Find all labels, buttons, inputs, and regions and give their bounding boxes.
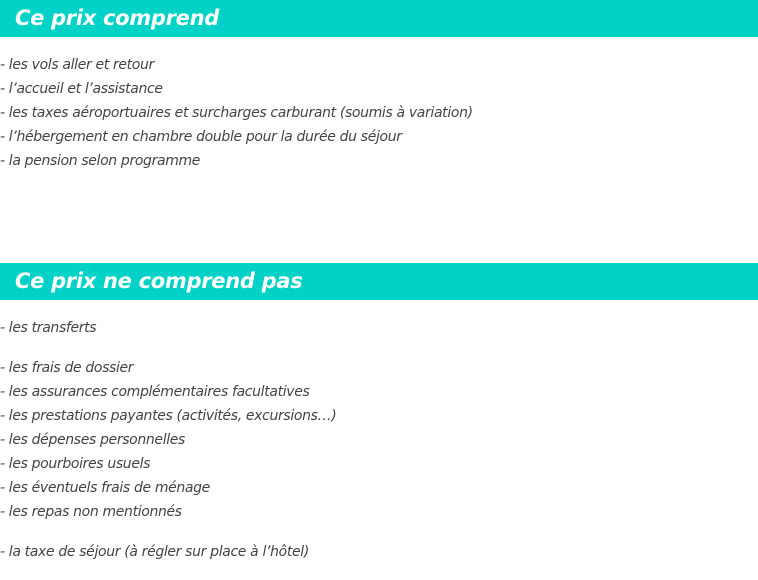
list-item: - les taxes aéroportuaires et surcharges carburant (soumis à variation): [0, 105, 473, 121]
list-item: - l’hébergement en chambre double pour la durée du séjour: [0, 129, 402, 145]
list-item: - l’accueil et l’assistance: [0, 81, 163, 97]
list-item: - les éventuels frais de ménage: [0, 480, 210, 496]
list-item: - les pourboires usuels: [0, 456, 151, 472]
list-item: - la taxe de séjour (à régler sur place à l’hôtel): [0, 544, 309, 560]
list-item: - les transferts: [0, 320, 97, 336]
list-item: - les assurances complémentaires facultatives: [0, 384, 310, 400]
list-item: - les repas non mentionnés: [0, 504, 182, 520]
list-item: - les dépenses personnelles: [0, 432, 185, 448]
list-item: - les vols aller et retour: [0, 57, 154, 73]
list-item: - les prestations payantes (activités, excursions…): [0, 408, 337, 424]
list-item: - la pension selon programme: [0, 153, 201, 169]
included-section-title: Ce prix comprend: [15, 6, 219, 30]
not-included-list: [0, 316, 336, 564]
not-included-section-title: Ce prix ne comprend pas: [15, 269, 303, 293]
list-item: - les frais de dossier: [0, 360, 134, 376]
included-header-band: [0, 0, 758, 37]
included-list: [0, 53, 473, 173]
not-included-header-band: [0, 263, 758, 300]
